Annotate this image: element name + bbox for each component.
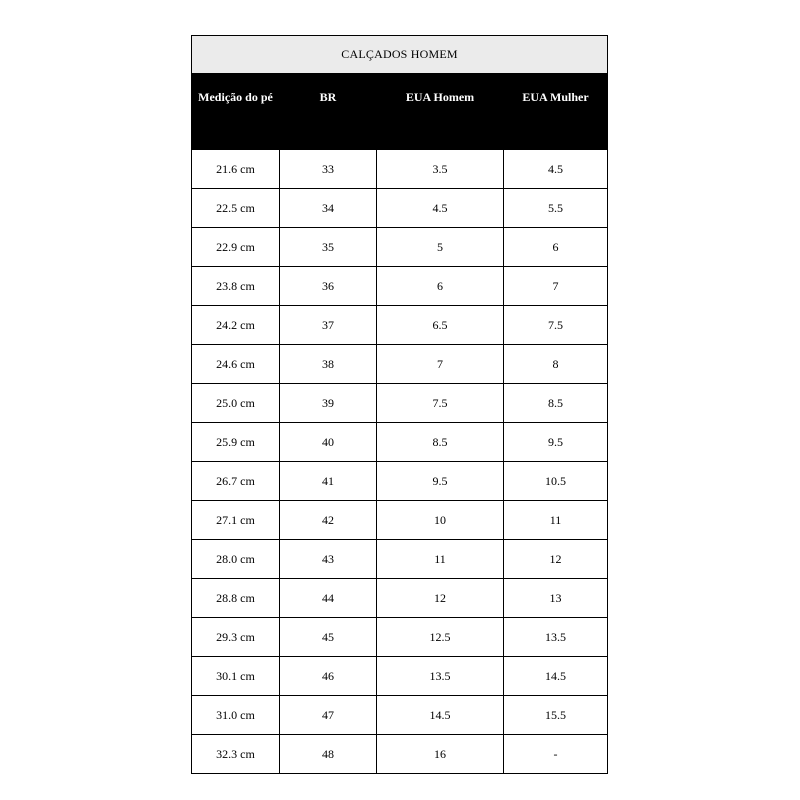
table-row xyxy=(192,384,608,423)
cell-foot-measurement: 22.9 cm xyxy=(192,228,280,267)
cell-usa-women: 13.5 xyxy=(504,618,608,657)
cell-usa-women: 15.5 xyxy=(504,696,608,735)
table-row xyxy=(192,228,608,267)
cell-usa-women: 4.5 xyxy=(504,150,608,189)
size-chart xyxy=(191,35,607,774)
cell-usa-women: 10.5 xyxy=(504,462,608,501)
cell-foot-measurement: 27.1 cm xyxy=(192,501,280,540)
cell-usa-men: 16 xyxy=(377,735,504,774)
cell-br: 35 xyxy=(280,228,377,267)
cell-usa-women: 6 xyxy=(504,228,608,267)
cell-foot-measurement: 29.3 cm xyxy=(192,618,280,657)
cell-usa-men: 7 xyxy=(377,345,504,384)
table-row xyxy=(192,735,608,774)
table-row xyxy=(192,267,608,306)
table-row xyxy=(192,345,608,384)
cell-usa-men: 3.5 xyxy=(377,150,504,189)
cell-br: 43 xyxy=(280,540,377,579)
table-row xyxy=(192,423,608,462)
cell-foot-measurement: 32.3 cm xyxy=(192,735,280,774)
cell-usa-women: 9.5 xyxy=(504,423,608,462)
cell-br: 37 xyxy=(280,306,377,345)
cell-br: 38 xyxy=(280,345,377,384)
cell-usa-men: 12 xyxy=(377,579,504,618)
table-row xyxy=(192,657,608,696)
table-row xyxy=(192,579,608,618)
header-row xyxy=(192,74,608,150)
cell-usa-women: 7 xyxy=(504,267,608,306)
cell-usa-women: 14.5 xyxy=(504,657,608,696)
cell-br: 41 xyxy=(280,462,377,501)
header-br: BR xyxy=(280,74,377,150)
cell-usa-men: 9.5 xyxy=(377,462,504,501)
table-row xyxy=(192,696,608,735)
header-foot-measurement: Medição do pé xyxy=(192,74,280,150)
table-row xyxy=(192,306,608,345)
header-usa-women: EUA Mulher xyxy=(504,74,608,150)
cell-foot-measurement: 24.6 cm xyxy=(192,345,280,384)
cell-usa-women: 5.5 xyxy=(504,189,608,228)
cell-usa-men: 11 xyxy=(377,540,504,579)
cell-usa-men: 4.5 xyxy=(377,189,504,228)
cell-br: 48 xyxy=(280,735,377,774)
cell-usa-men: 13.5 xyxy=(377,657,504,696)
cell-usa-women: 7.5 xyxy=(504,306,608,345)
table-row xyxy=(192,540,608,579)
cell-foot-measurement: 25.9 cm xyxy=(192,423,280,462)
cell-br: 39 xyxy=(280,384,377,423)
cell-usa-men: 8.5 xyxy=(377,423,504,462)
cell-foot-measurement: 30.1 cm xyxy=(192,657,280,696)
table-row xyxy=(192,462,608,501)
table-title: CALÇADOS HOMEM xyxy=(192,36,608,74)
cell-foot-measurement: 24.2 cm xyxy=(192,306,280,345)
cell-foot-measurement: 28.8 cm xyxy=(192,579,280,618)
cell-br: 47 xyxy=(280,696,377,735)
cell-foot-measurement: 22.5 cm xyxy=(192,189,280,228)
cell-usa-women: 11 xyxy=(504,501,608,540)
cell-foot-measurement: 21.6 cm xyxy=(192,150,280,189)
cell-usa-women: 13 xyxy=(504,579,608,618)
cell-foot-measurement: 26.7 cm xyxy=(192,462,280,501)
cell-br: 40 xyxy=(280,423,377,462)
cell-usa-men: 6.5 xyxy=(377,306,504,345)
cell-foot-measurement: 25.0 cm xyxy=(192,384,280,423)
table-row xyxy=(192,618,608,657)
cell-usa-women: - xyxy=(504,735,608,774)
cell-br: 36 xyxy=(280,267,377,306)
cell-br: 34 xyxy=(280,189,377,228)
size-table xyxy=(191,35,608,774)
table-row xyxy=(192,501,608,540)
cell-usa-men: 10 xyxy=(377,501,504,540)
cell-br: 33 xyxy=(280,150,377,189)
cell-br: 42 xyxy=(280,501,377,540)
cell-br: 44 xyxy=(280,579,377,618)
cell-br: 45 xyxy=(280,618,377,657)
cell-usa-women: 8.5 xyxy=(504,384,608,423)
cell-usa-men: 6 xyxy=(377,267,504,306)
table-body xyxy=(192,150,608,774)
cell-usa-men: 7.5 xyxy=(377,384,504,423)
cell-foot-measurement: 28.0 cm xyxy=(192,540,280,579)
cell-usa-women: 12 xyxy=(504,540,608,579)
table-row xyxy=(192,150,608,189)
cell-foot-measurement: 23.8 cm xyxy=(192,267,280,306)
cell-usa-men: 5 xyxy=(377,228,504,267)
table-row xyxy=(192,189,608,228)
cell-usa-women: 8 xyxy=(504,345,608,384)
cell-br: 46 xyxy=(280,657,377,696)
cell-foot-measurement: 31.0 cm xyxy=(192,696,280,735)
cell-usa-men: 14.5 xyxy=(377,696,504,735)
cell-usa-men: 12.5 xyxy=(377,618,504,657)
header-usa-men: EUA Homem xyxy=(377,74,504,150)
